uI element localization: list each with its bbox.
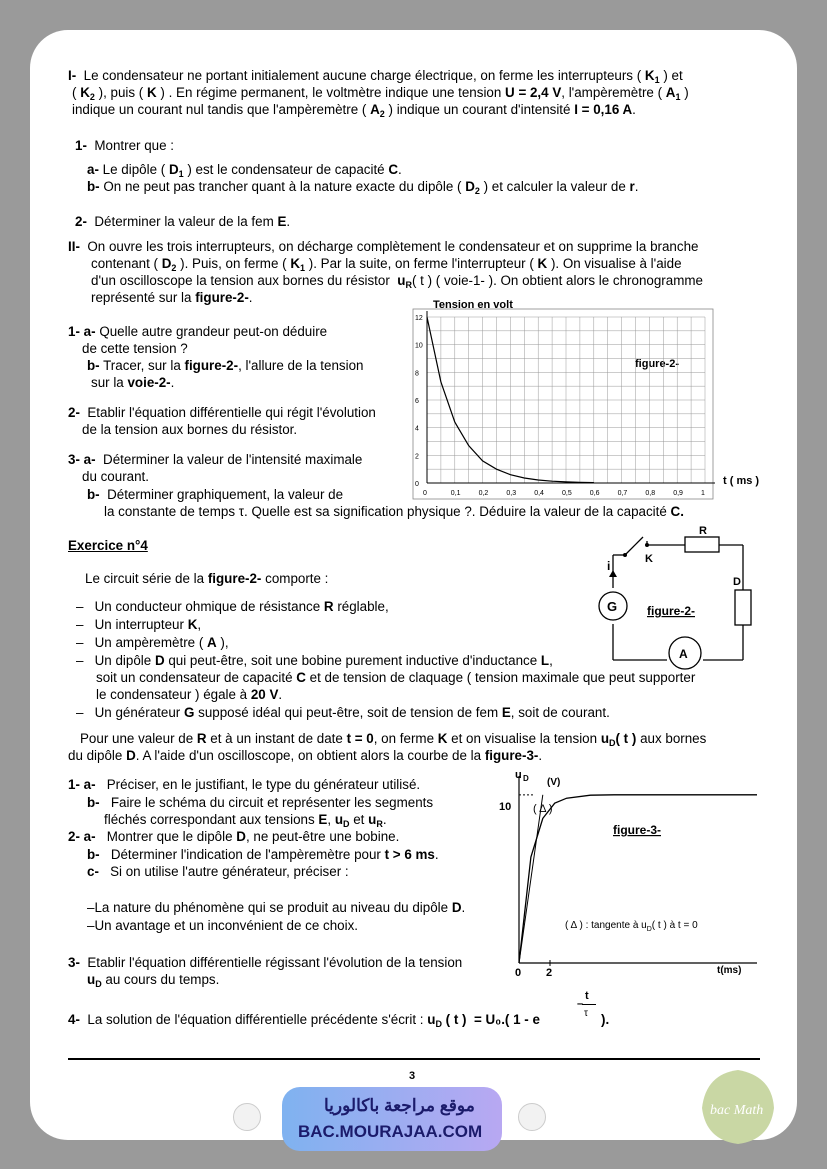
part1-line1: I- Le condensateur ne portant initialement aucune charge électrique, on ferme les interrupteurs ( $K_1$ ) et (68, 68, 683, 85)
ex4-q2c: c- Si on utilise l'autre générateur, préciser : (87, 864, 349, 879)
figure-2-y-tick: 10 (415, 342, 423, 350)
ex4-q1b: b- Faire le schéma du circuit et représenter les segments (87, 795, 434, 810)
circuit-diagram (595, 525, 765, 685)
figure-2-x-tick: 0,9 (673, 490, 683, 497)
figure-2-y-tick: 4 (415, 425, 419, 433)
ex4-item4-line3: le condensateur ) égale à 20 V. (96, 687, 283, 702)
ex4-q4-close: ). (601, 1012, 610, 1027)
ex4-item4-line2: soit un condensateur de capacité C et de tension de claquage ( tension maximale que peut supporter (96, 670, 696, 685)
ex4-item3: – Un ampèremètre ( A ), (76, 635, 229, 650)
ex4-para1: Pour une valeur de R et à un instant de date t = 0, on ferme K et on visualise la tension $u_D$( t ) aux bornes (80, 731, 707, 748)
circuit-figure-label: figure-2- (647, 604, 695, 618)
circuit-label-a: A (679, 647, 688, 661)
circuit-label-k: K (645, 553, 653, 565)
part1-q1: 1- Montrer que : (75, 138, 175, 153)
ex4-para2: du dipôle D. A l'aide d'un oscilloscope, on obtient alors la courbe de la figure-3-. (68, 748, 543, 763)
site-name-ar: موقع مراجعة باكالوريا (324, 1096, 475, 1115)
part2-line3: d'un oscilloscope la tension aux bornes du résistor $u_R$( t ) ( voie-1- ). On obtient alors le chronogramme (91, 273, 703, 290)
ex4-q4-exp-den: τ (584, 1008, 588, 1019)
site-banner[interactable] (282, 1087, 502, 1151)
figure-3-ylabel: u (515, 769, 522, 781)
figure-2-y-tick: 8 (415, 370, 419, 378)
figure-2-x-tick: 0,1 (450, 490, 461, 497)
ex4-q4-exp-num: t (585, 990, 589, 1002)
figure-2-x-tick: 0,7 (617, 490, 628, 497)
figure-2-x-tick: 0 (423, 490, 427, 497)
part1-q2: 2- Déterminer la valeur de la fem E. (75, 214, 291, 229)
figure-2-title: Tension en volt (433, 299, 513, 311)
ex4-item2: – Un interrupteur K, (76, 617, 202, 632)
footer-rule (68, 1058, 760, 1060)
ex4-q4: 4- La solution de l'équation différentielle précédente s'écrit : $u_D$ ( t ) = U₀.( 1 - e (68, 1012, 540, 1029)
figure-2-y-tick: 2 (415, 453, 419, 461)
figure-2-label: figure-2- (635, 358, 679, 370)
part2-q2-line2: de la tension aux bornes du résistor. (82, 422, 298, 437)
ex4-q4-exp-minus: – (577, 998, 584, 1010)
figure-2-frame (413, 309, 713, 499)
part2-line1: II- On ouvre les trois interrupteurs, on décharge complètement le condensateur et on supprime la branche (68, 239, 699, 254)
figure-2-y-tick: 6 (415, 398, 419, 405)
part2-q2: 2- Etablir l'équation différentielle qui régit l'évolution (68, 405, 376, 420)
ex4-q2a: 2- a- Montrer que le dipôle D, ne peut-être une bobine. (68, 829, 400, 844)
circuit-dipole-d (735, 590, 751, 625)
part2-q3a: 3- a- Déterminer la valeur de l'intensité maximale (68, 452, 363, 467)
circuit-label-d: D (733, 576, 741, 588)
site-logo-left (233, 1103, 261, 1131)
ex4-q2c-d1: –La nature du phénomène qui se produit au niveau du dipôle D. (87, 900, 466, 915)
figure-2-xlabel: t ( ms ) (723, 475, 760, 487)
figure-3-x0: 0 (515, 967, 522, 978)
figure-3-ylabel-sub: D (523, 774, 529, 783)
part1-line2: ( $K_2$ ), puis ( K ) . En régime permanent, le voltmètre indique une tension U = 2,4 V, l'ampèremètre ( $A_1$ ) (72, 85, 689, 102)
ex4-item4: – Un dipôle D qui peut-être, soit une bobine purement inductive d'inductance L, (76, 653, 553, 668)
part2-line4: représenté sur la figure-2-. (91, 290, 253, 305)
bacmath-logo-text: bac Math (710, 1103, 764, 1118)
figure-2-x-tick: 0,2 (478, 490, 489, 497)
part2-q1b: b- Tracer, sur la figure-2-, l'allure de la tension (87, 358, 364, 373)
ex4-q2c-d2: –Un avantage et un inconvénient de ce choix. (87, 918, 358, 933)
site-url: BAC.MOURAJAA.COM (298, 1122, 483, 1141)
figure-3-chart (495, 768, 770, 978)
figure-3-yunit: (V) (547, 777, 561, 788)
circuit-resistor (685, 537, 719, 552)
ex4-q2b: b- Déterminer l'indication de l'ampèremètre pour t > 6 ms. (87, 847, 439, 862)
figure-3-xlabel: t(ms) (717, 965, 742, 976)
part2-q1a: 1- a- Quelle autre grandeur peut-on déduire (68, 324, 328, 339)
figure-2-y-tick: 0 (415, 481, 419, 488)
figure-2-chart (405, 295, 765, 500)
ex4-intro: Le circuit série de la figure-2- comporte : (85, 571, 329, 586)
ex4-item1: – Un conducteur ohmique de résistance R réglable, (76, 599, 389, 614)
site-logo-right (518, 1103, 546, 1131)
part1-line3: indique un courant nul tandis que l'ampèremètre ( $A_2$ ) indique un courant d'intensité I = 0,16 A. (72, 102, 636, 119)
part1-q1b: b- On ne peut pas trancher quant à la nature exacte du dipôle ( $D_2$ ) et calculer la valeur de r. (87, 179, 639, 196)
figure-2-x-tick: 0,6 (589, 490, 600, 497)
figure-2-x-tick: 0,8 (645, 490, 656, 497)
figure-3-tangent-note: ( Δ ) : tangente à $u_D$( t ) à t = 0 (565, 920, 698, 933)
figure-2-x-tick: 1 (701, 490, 705, 497)
figure-2-x-tick: 0,3 (506, 490, 517, 497)
page-number: 3 (409, 1070, 416, 1082)
part2-q1b-line2: sur la voie-2-. (91, 375, 175, 390)
figure-3-tangent (519, 795, 543, 963)
circuit-label-i: i (607, 559, 611, 573)
ex4-q1b-line2: fléchés correspondant aux tensions E, $u_D$ et $u_R$. (104, 812, 387, 829)
ex4-q1a: 1- a- Préciser, en le justifiant, le type du générateur utilisé. (68, 777, 421, 792)
ex4-item5: – Un générateur G supposé idéal qui peut-être, soit de tension de fem E, soit de courant. (76, 705, 610, 720)
figure-3-curve (519, 795, 757, 963)
part2-q3b-line2: la constante de temps τ. Quelle est sa signification physique ?. Déduire la valeur de la capacité C. (104, 504, 684, 519)
figure-3-y10: 10 (499, 801, 512, 813)
ex4-q3: 3- Etablir l'équation différentielle régissant l'évolution de la tension (68, 955, 463, 970)
ex4-title: Exercice n°4 (68, 538, 148, 553)
part1-q1a: a- Le dipôle ( $D_1$ ) est le condensateur de capacité C. (87, 162, 402, 179)
part2-q3a-line2: du courant. (82, 469, 149, 484)
part2-q1a-line2: de cette tension ? (82, 341, 188, 356)
part2-line2: contenant ( $D_2$ ). Puis, on ferme ( $K_1$ ). Par la suite, on ferme l'interrupteur ( K ). On visualise à l'aide (91, 256, 682, 273)
figure-2-y-tick: 12 (415, 315, 423, 322)
circuit-label-g: G (607, 599, 618, 614)
figure-3-label: figure-3- (613, 823, 661, 837)
part2-q3b: b- Déterminer graphiquement, la valeur de (87, 487, 344, 502)
bacmath-logo (698, 1068, 778, 1146)
figure-2-x-tick: 0,5 (562, 490, 572, 497)
circuit-label-r: R (699, 525, 707, 537)
ex4-q3-line2: $u_D$ au cours du temps. (87, 972, 220, 989)
figure-3-x2: 2 (546, 967, 553, 978)
figure-3-delta: ( Δ ) (533, 803, 553, 815)
figure-2-x-tick: 0,4 (534, 490, 544, 497)
